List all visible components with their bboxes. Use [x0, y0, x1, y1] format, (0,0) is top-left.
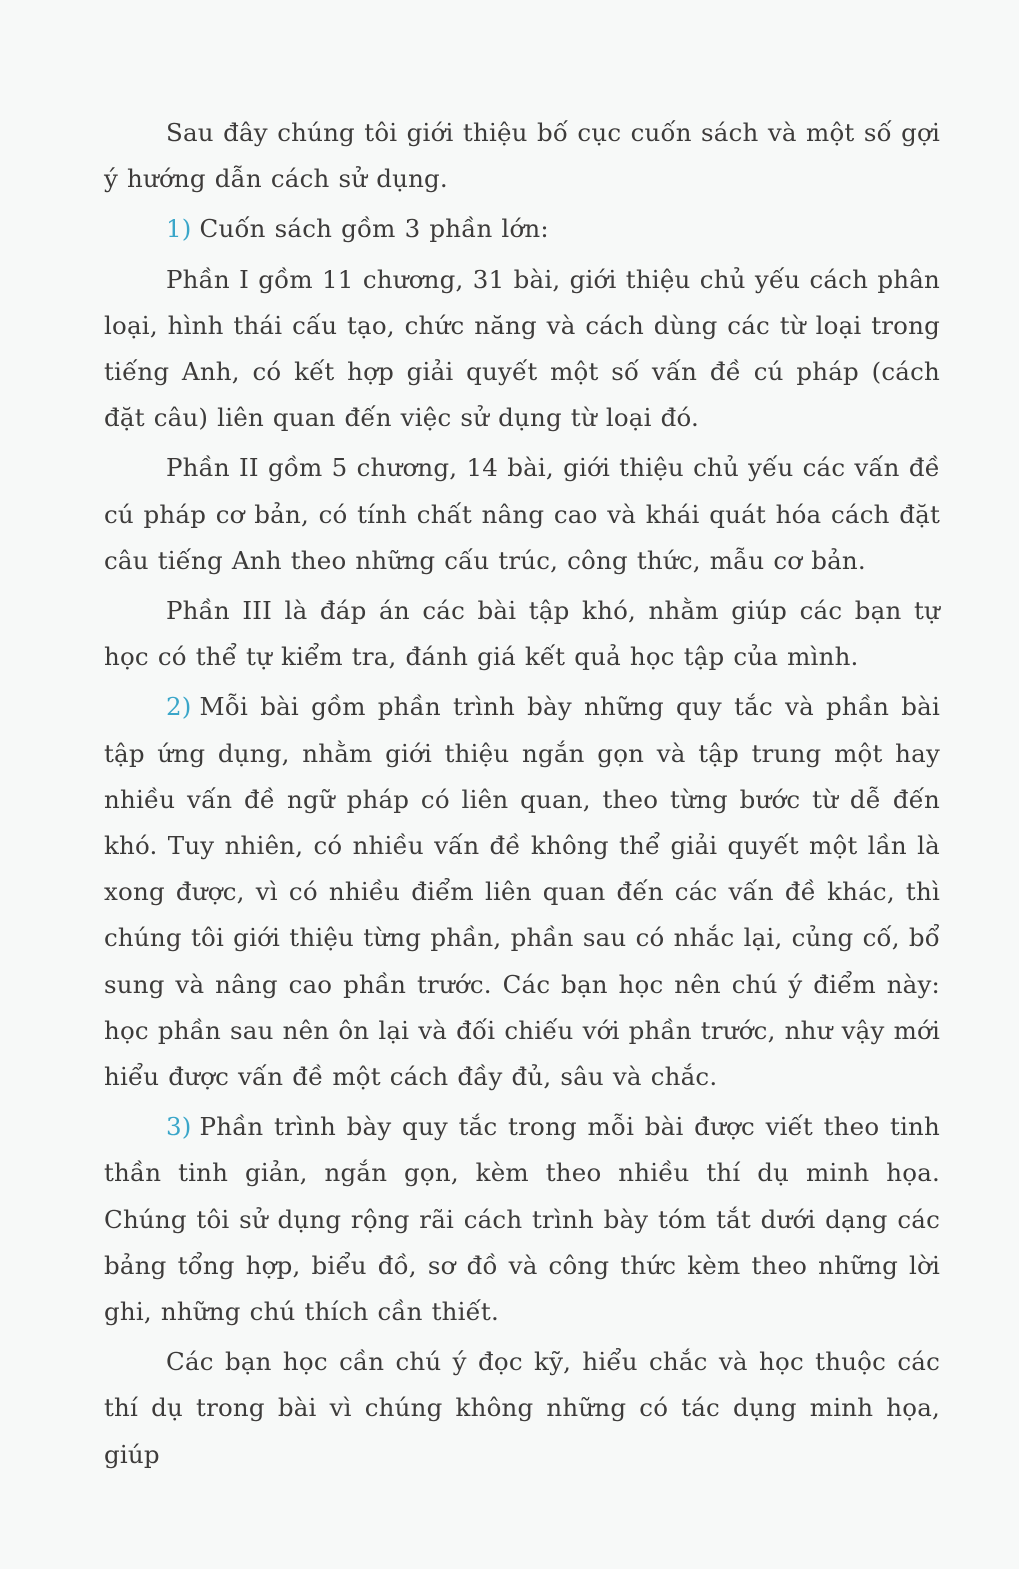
paragraph-part-2	[104, 445, 940, 584]
paragraph-intro	[104, 110, 940, 202]
paragraph-text: Phần II gồm 5 chương, 14 bài, giới thiệu chủ yếu các vấn đề cú pháp cơ bản, có tính chất nâng cao và khái quát hóa cách đặt câu tiếng Anh theo những cấu trúc, công thức, mẫu cơ bản.	[104, 453, 940, 575]
item-number: 1)	[166, 214, 192, 244]
item-number: 2)	[166, 692, 192, 722]
paragraph-item-2	[104, 684, 940, 1100]
page-body	[104, 110, 940, 1482]
paragraph-part-3	[104, 588, 940, 680]
paragraph-text: Phần trình bày quy tắc trong mỗi bài được viết theo tinh thần tinh giản, ngắn gọn, kèm theo nhiều thí dụ minh họa. Chúng tôi sử dụng rộng rãi cách trình bày tóm tắt dưới dạng các bảng tổng hợp, biểu đồ, sơ đồ và công thức kèm theo những lời ghi, những chú thích cần thiết.	[104, 1112, 940, 1327]
paragraph-note	[104, 1339, 940, 1478]
paragraph-item-3	[104, 1104, 940, 1335]
paragraph-text: Mỗi bài gồm phần trình bày những quy tắc và phần bài tập ứng dụng, nhằm giới thiệu ngắn gọn và tập trung một hay nhiều vấn đề ngữ pháp có liên quan, theo từng bước từ dễ đến khó. Tuy nhiên, có nhiều vấn đề không thể giải quyết một lần là xong được, vì có nhiều điểm liên quan đến các vấn đề khác, thì chúng tôi giới thiệu từng phần, phần sau có nhắc lại, củng cố, bổ sung và nâng cao phần trước. Các bạn học nên chú ý điểm này: học phần sau nên ôn lại và đối chiếu với phần trước, như vậy mới hiểu được vấn đề một cách đầy đủ, sâu và chắc.	[104, 692, 940, 1092]
paragraph-text: Sau đây chúng tôi giới thiệu bố cục cuốn sách và một số gợi ý hướng dẫn cách sử dụng.	[104, 118, 940, 194]
paragraph-text: Phần III là đáp án các bài tập khó, nhằm giúp các bạn tự học có thể tự kiểm tra, đánh giá kết quả học tập của mình.	[104, 596, 940, 672]
paragraph-text: Các bạn học cần chú ý đọc kỹ, hiểu chắc và học thuộc các thí dụ trong bài vì chúng không những có tác dụng minh họa, giúp	[104, 1347, 940, 1469]
paragraph-text: Phần I gồm 11 chương, 31 bài, giới thiệu chủ yếu cách phân loại, hình thái cấu tạo, chức năng và cách dùng các từ loại trong tiếng Anh, có kết hợp giải quyết một số vấn đề cú pháp (cách đặt câu) liên quan đến việc sử dụng từ loại đó.	[104, 264, 940, 433]
paragraph-item-1	[104, 206, 940, 252]
paragraph-text: Cuốn sách gồm 3 phần lớn:	[199, 214, 549, 244]
item-number: 3)	[166, 1112, 192, 1142]
paragraph-part-1	[104, 257, 940, 442]
